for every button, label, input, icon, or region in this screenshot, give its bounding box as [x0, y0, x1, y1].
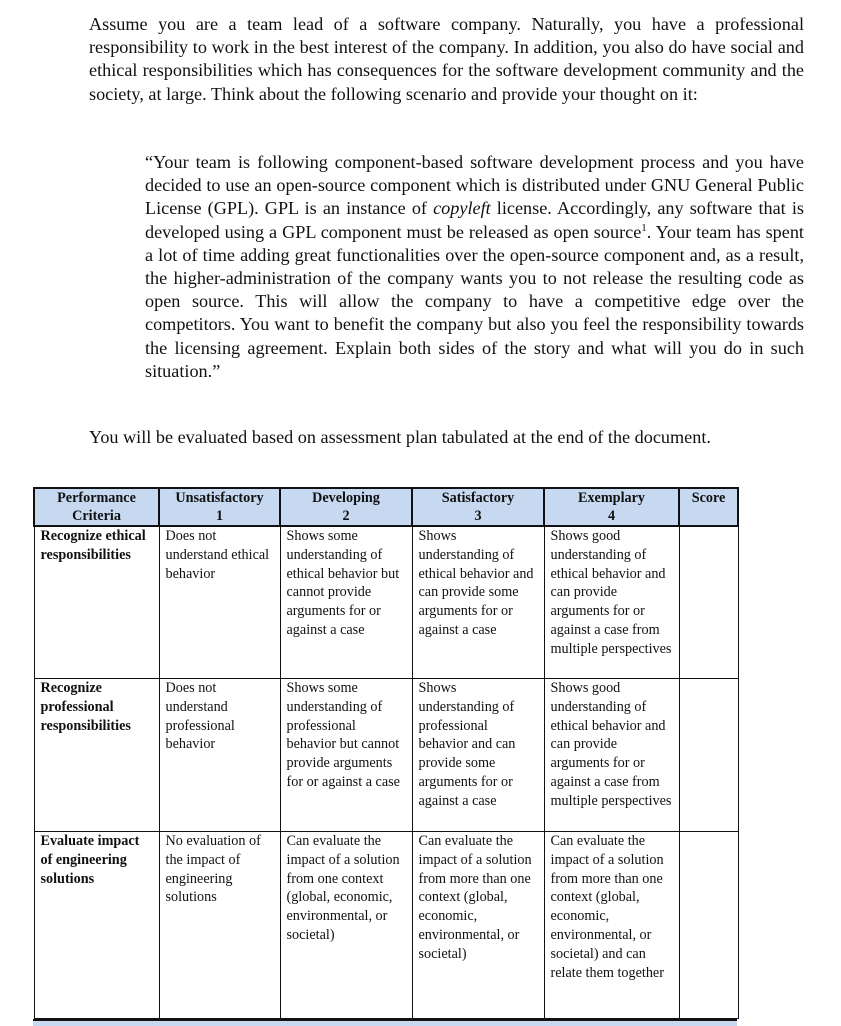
quote-italic-term: copyleft: [433, 198, 491, 219]
satisfactory-cell: Can evaluate the impact of a solution from more than one context (global, economic, environmental, or societal): [412, 832, 544, 1019]
developing-cell: Shows some understanding of ethical behavior but cannot provide arguments for or against a case: [280, 526, 412, 679]
unsatisfactory-cell: No evaluation of the impact of engineering solutions: [159, 832, 280, 1019]
criteria-cell: Recognize professional responsibilities: [34, 679, 159, 832]
intro-paragraph: Assume you are a team lead of a software company. Naturally, you have a professional responsibility to work in the best interest of the company. In addition, you also do have social and ethical responsibilities which has consequences for the software development community and the society, at large. Think about the following scenario and provide your thought on it:: [89, 14, 804, 104]
table-row: [34, 679, 738, 832]
satisfactory-cell: Shows understanding of professional behavior and can provide some arguments for or against a case: [412, 679, 544, 832]
score-cell[interactable]: [679, 679, 738, 832]
exemplary-cell: Shows good understanding of ethical behavior and can provide arguments for or against a case from multiple perspectives: [544, 526, 679, 679]
header-unsatisfactory: Unsatisfactory 1: [159, 488, 280, 526]
rubric-header-row: [34, 488, 738, 526]
quote-part1: “Your team is following component-based software development process and you have decided to use an open-source component which is distributed under GNU General Public License (GPL). GPL is an instance of: [145, 152, 804, 219]
table-row: [34, 526, 738, 679]
unsatisfactory-cell: Does not understand professional behavior: [159, 679, 280, 832]
unsatisfactory-cell: Does not understand ethical behavior: [159, 526, 280, 679]
developing-cell: Can evaluate the impact of a solution from one context (global, economic, environmental, or societal): [280, 832, 412, 1019]
header-developing: Developing 2: [280, 488, 412, 526]
exemplary-cell: Shows good understanding of ethical behavior and can provide arguments for or against a case from multiple perspectives: [544, 679, 679, 832]
quote-part2: license. Accordingly, any software that is developed using a GPL component must be released as open source: [145, 198, 804, 242]
criteria-cell: Evaluate impact of engineering solutions: [34, 832, 159, 1019]
score-cell[interactable]: [679, 526, 738, 679]
table-row: [34, 832, 738, 1019]
quote-part3: . Your team has spent a lot of time adding great functionalities over the open-source component and, as a result, the higher-administration of the company wants you to not release the resulting code as open source. This will allow the company to have a competitive edge over the competitors. You want to benefit the company but also you feel the responsibility towards the licensing agreement. Explain both sides of the story and what will you do in such situation.”: [145, 221, 804, 381]
header-score: Score: [679, 488, 738, 526]
scenario-quote: [145, 151, 804, 383]
rubric-table: [33, 487, 739, 1019]
criteria-cell: Recognize ethical responsibilities: [34, 526, 159, 679]
satisfactory-cell: Shows understanding of ethical behavior and can provide some arguments for or against a case: [412, 526, 544, 679]
exemplary-cell: Can evaluate the impact of a solution from more than one context (global, economic, environmental, or societal) and can relate them together: [544, 832, 679, 1019]
table-next-row-edge: [33, 1019, 737, 1026]
score-cell[interactable]: [679, 832, 738, 1019]
header-performance-criteria: Performance Criteria: [34, 488, 159, 526]
header-exemplary: Exemplary 4: [544, 488, 679, 526]
developing-cell: Shows some understanding of professional behavior but cannot provide arguments for or against a case: [280, 679, 412, 832]
header-satisfactory: Satisfactory 3: [412, 488, 544, 526]
evaluation-note: You will be evaluated based on assessment plan tabulated at the end of the document.: [89, 427, 711, 447]
footnote-marker[interactable]: 1: [641, 221, 647, 234]
